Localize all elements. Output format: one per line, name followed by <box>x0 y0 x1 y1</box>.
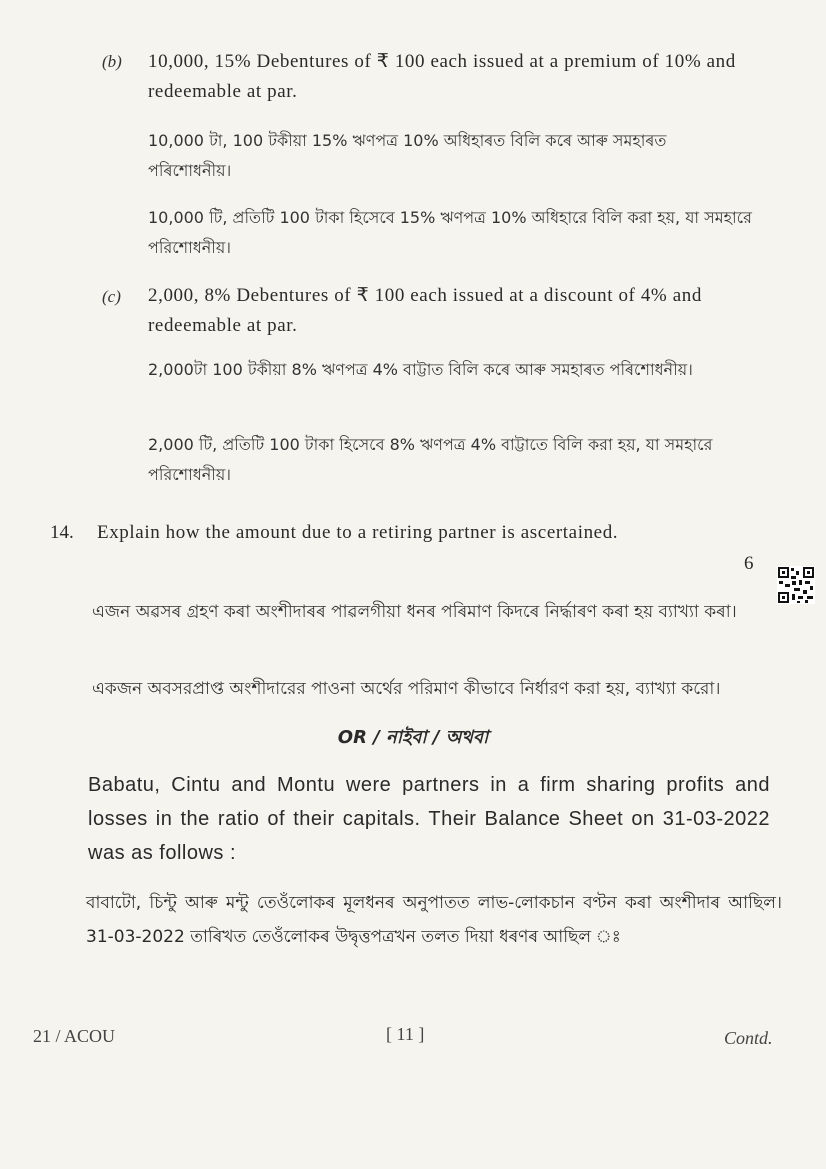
item-c-label: (c) <box>102 287 121 306</box>
qr-code-icon <box>777 566 815 604</box>
item-c-bengali: 2,000 টি, প্রতিটি 100 টাকা হিসেবে 8% ঋণপত্র 4% বাট্টাতে বিলি করা হয়, যা সমহারে পরিশোধনীয়। <box>148 435 713 484</box>
paper-code: 21 / ACOU <box>33 1026 116 1046</box>
continued-label: Contd. <box>724 1028 773 1048</box>
question-14-english: Explain how the amount due to a retiring partner is ascertained. <box>97 522 619 543</box>
question-14-assamese: এজন অৱসৰ গ্ৰহণ কৰা অংশীদাৰৰ পাৱলগীয়া ধনৰ পৰিমাণ কিদৰে নিৰ্দ্ধাৰণ কৰা হয় ব্যাখ্যা কৰা। <box>92 602 737 622</box>
item-b-assamese: 10,000 টা, 100 টকীয়া 15% ঋণপত্ৰ 10% অধিহাৰত বিলি কৰে আৰু সমহাৰত পৰিশোধনীয়। <box>148 131 667 180</box>
question-number: 14. <box>50 522 74 543</box>
alternative-english: Babatu, Cintu and Montu were partners in a firm sharing profits and losses in the ratio of their capitals. Their Balance Sheet on 31-03-2022 was as follows : <box>88 774 770 864</box>
question-marks: 6 <box>744 553 754 574</box>
item-b-english: 10,000, 15% Debentures of ₹ 100 each issued at a premium of 10% and redeemable at par. <box>148 51 736 102</box>
or-divider: OR / নাইবা / অথবা <box>337 727 489 748</box>
page-number: [ 11 ] <box>386 1024 425 1044</box>
item-b-bengali: 10,000 টি, প্রতিটি 100 টাকা হিসেবে 15% ঋণপত্র 10% অধিহারে বিলি করা হয়, যা সমহারে পরিশোধনীয়। <box>148 208 752 257</box>
item-b-label: (b) <box>102 52 122 71</box>
item-c-assamese: 2,000টা 100 টকীয়া 8% ঋণপত্ৰ 4% বাট্টাত বিলি কৰে আৰু সমহাৰত পৰিশোধনীয়। <box>148 360 693 379</box>
alternative-assamese: বাবাটো, চিন্টু আৰু মন্টু তেওঁলোকৰ মূলধনৰ অনুপাতত লাভ-লোকচান বণ্টন কৰা অংশীদাৰ আছিল। 31-03-2022 তাৰিখত তেওঁলোকৰ উদ্বৃত্তপত্ৰখন তলত দিয়া ধৰণৰ আছিল ঃ <box>86 893 782 947</box>
question-14-bengali: একজন অবসরপ্রাপ্ত অংশীদারের পাওনা অর্থের পরিমাণ কীভাবে নির্ধারণ করা হয়, ব্যাখ্যা করো। <box>92 679 721 699</box>
item-c-english: 2,000, 8% Debentures of ₹ 100 each issued at a discount of 4% and redeemable at par. <box>148 285 702 336</box>
